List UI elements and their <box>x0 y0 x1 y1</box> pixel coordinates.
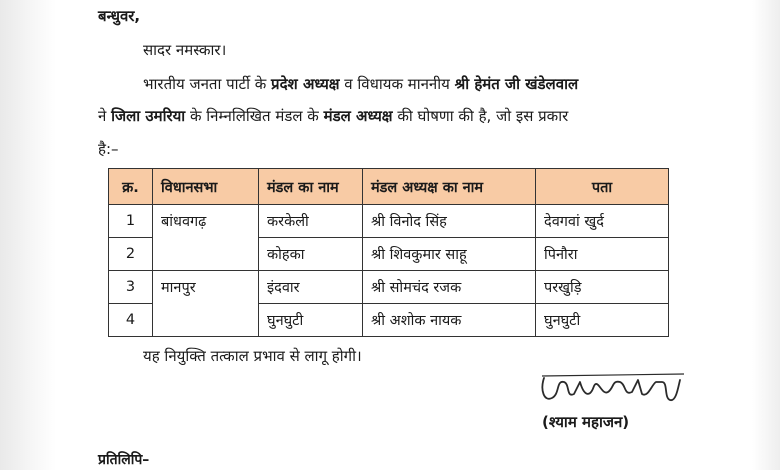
cell-mandal: करकेली <box>259 205 363 238</box>
cell-president: श्री अशोक नायक <box>363 304 536 337</box>
table-row <box>109 238 669 271</box>
footer-note: यह नियुक्ति तत्काल प्रभाव से लागू होगी। <box>143 347 362 365</box>
paragraph-line-1 <box>143 74 578 94</box>
cell-president: श्री विनोद सिंह <box>363 205 536 238</box>
para-text: व विधायक माननीय <box>339 75 455 93</box>
cell-vidhansabha: मानपुर <box>153 271 259 304</box>
cell-address: घुनघुटी <box>536 304 669 337</box>
para-bold-text: प्रदेश अध्यक्ष <box>271 75 340 93</box>
cell-president: श्री शिवकुमार साहू <box>363 238 536 271</box>
cell-vidhansabha <box>153 238 259 271</box>
paragraph-line-3: है:– <box>98 140 119 158</box>
header-president-name: मंडल अध्यक्ष का नाम <box>363 169 536 205</box>
cell-serial: 3 <box>109 271 153 304</box>
page-edge-shadow-right <box>752 0 780 470</box>
cell-president: श्री सोमचंद रजक <box>363 271 536 304</box>
header-mandal-name: मंडल का नाम <box>259 169 363 205</box>
cell-serial: 4 <box>109 304 153 337</box>
header-serial: क्र. <box>109 169 153 205</box>
greeting: बन्धुवर, <box>98 7 141 25</box>
para-text: की घोषणा की है, जो इस प्रकार <box>392 107 569 125</box>
para-bold-text: श्री हेमंत जी खंडेलवाल <box>454 75 579 93</box>
cell-address: देवगवां खुर्द <box>536 205 669 238</box>
copy-label: प्रतिलिपि– <box>98 452 150 468</box>
handwritten-signature <box>538 368 688 414</box>
cell-serial: 2 <box>109 238 153 271</box>
signatory-name: (श्याम महाजन) <box>542 413 630 431</box>
cell-serial: 1 <box>109 205 153 238</box>
para-bold-text: मंडल अध्यक्ष <box>323 107 393 125</box>
table-row <box>109 271 669 304</box>
paragraph-line-2 <box>98 106 568 126</box>
table-header-row <box>109 169 669 205</box>
mandal-table <box>108 168 669 337</box>
page-edge-shadow-left <box>0 0 56 470</box>
table-row <box>109 304 669 337</box>
para-text: के निम्नलिखित मंडल के <box>185 107 324 125</box>
cell-mandal: इंदवार <box>259 271 363 304</box>
header-address: पता <box>536 169 669 205</box>
salutation: सादर नमस्कार। <box>143 41 227 59</box>
cell-address: परखुड़ि <box>536 271 669 304</box>
cell-vidhansabha <box>153 304 259 337</box>
cell-vidhansabha: बांधवगढ़ <box>153 205 259 238</box>
cell-address: पिनौरा <box>536 238 669 271</box>
table-row <box>109 205 669 238</box>
cell-mandal: घुनघुटी <box>259 304 363 337</box>
para-text: भारतीय जनता पार्टी के <box>143 75 272 93</box>
para-text: ने <box>98 107 112 125</box>
header-vidhansabha: विधानसभा <box>153 169 259 205</box>
para-bold-text: जिला उमरिया <box>111 107 186 125</box>
cell-mandal: कोहका <box>259 238 363 271</box>
